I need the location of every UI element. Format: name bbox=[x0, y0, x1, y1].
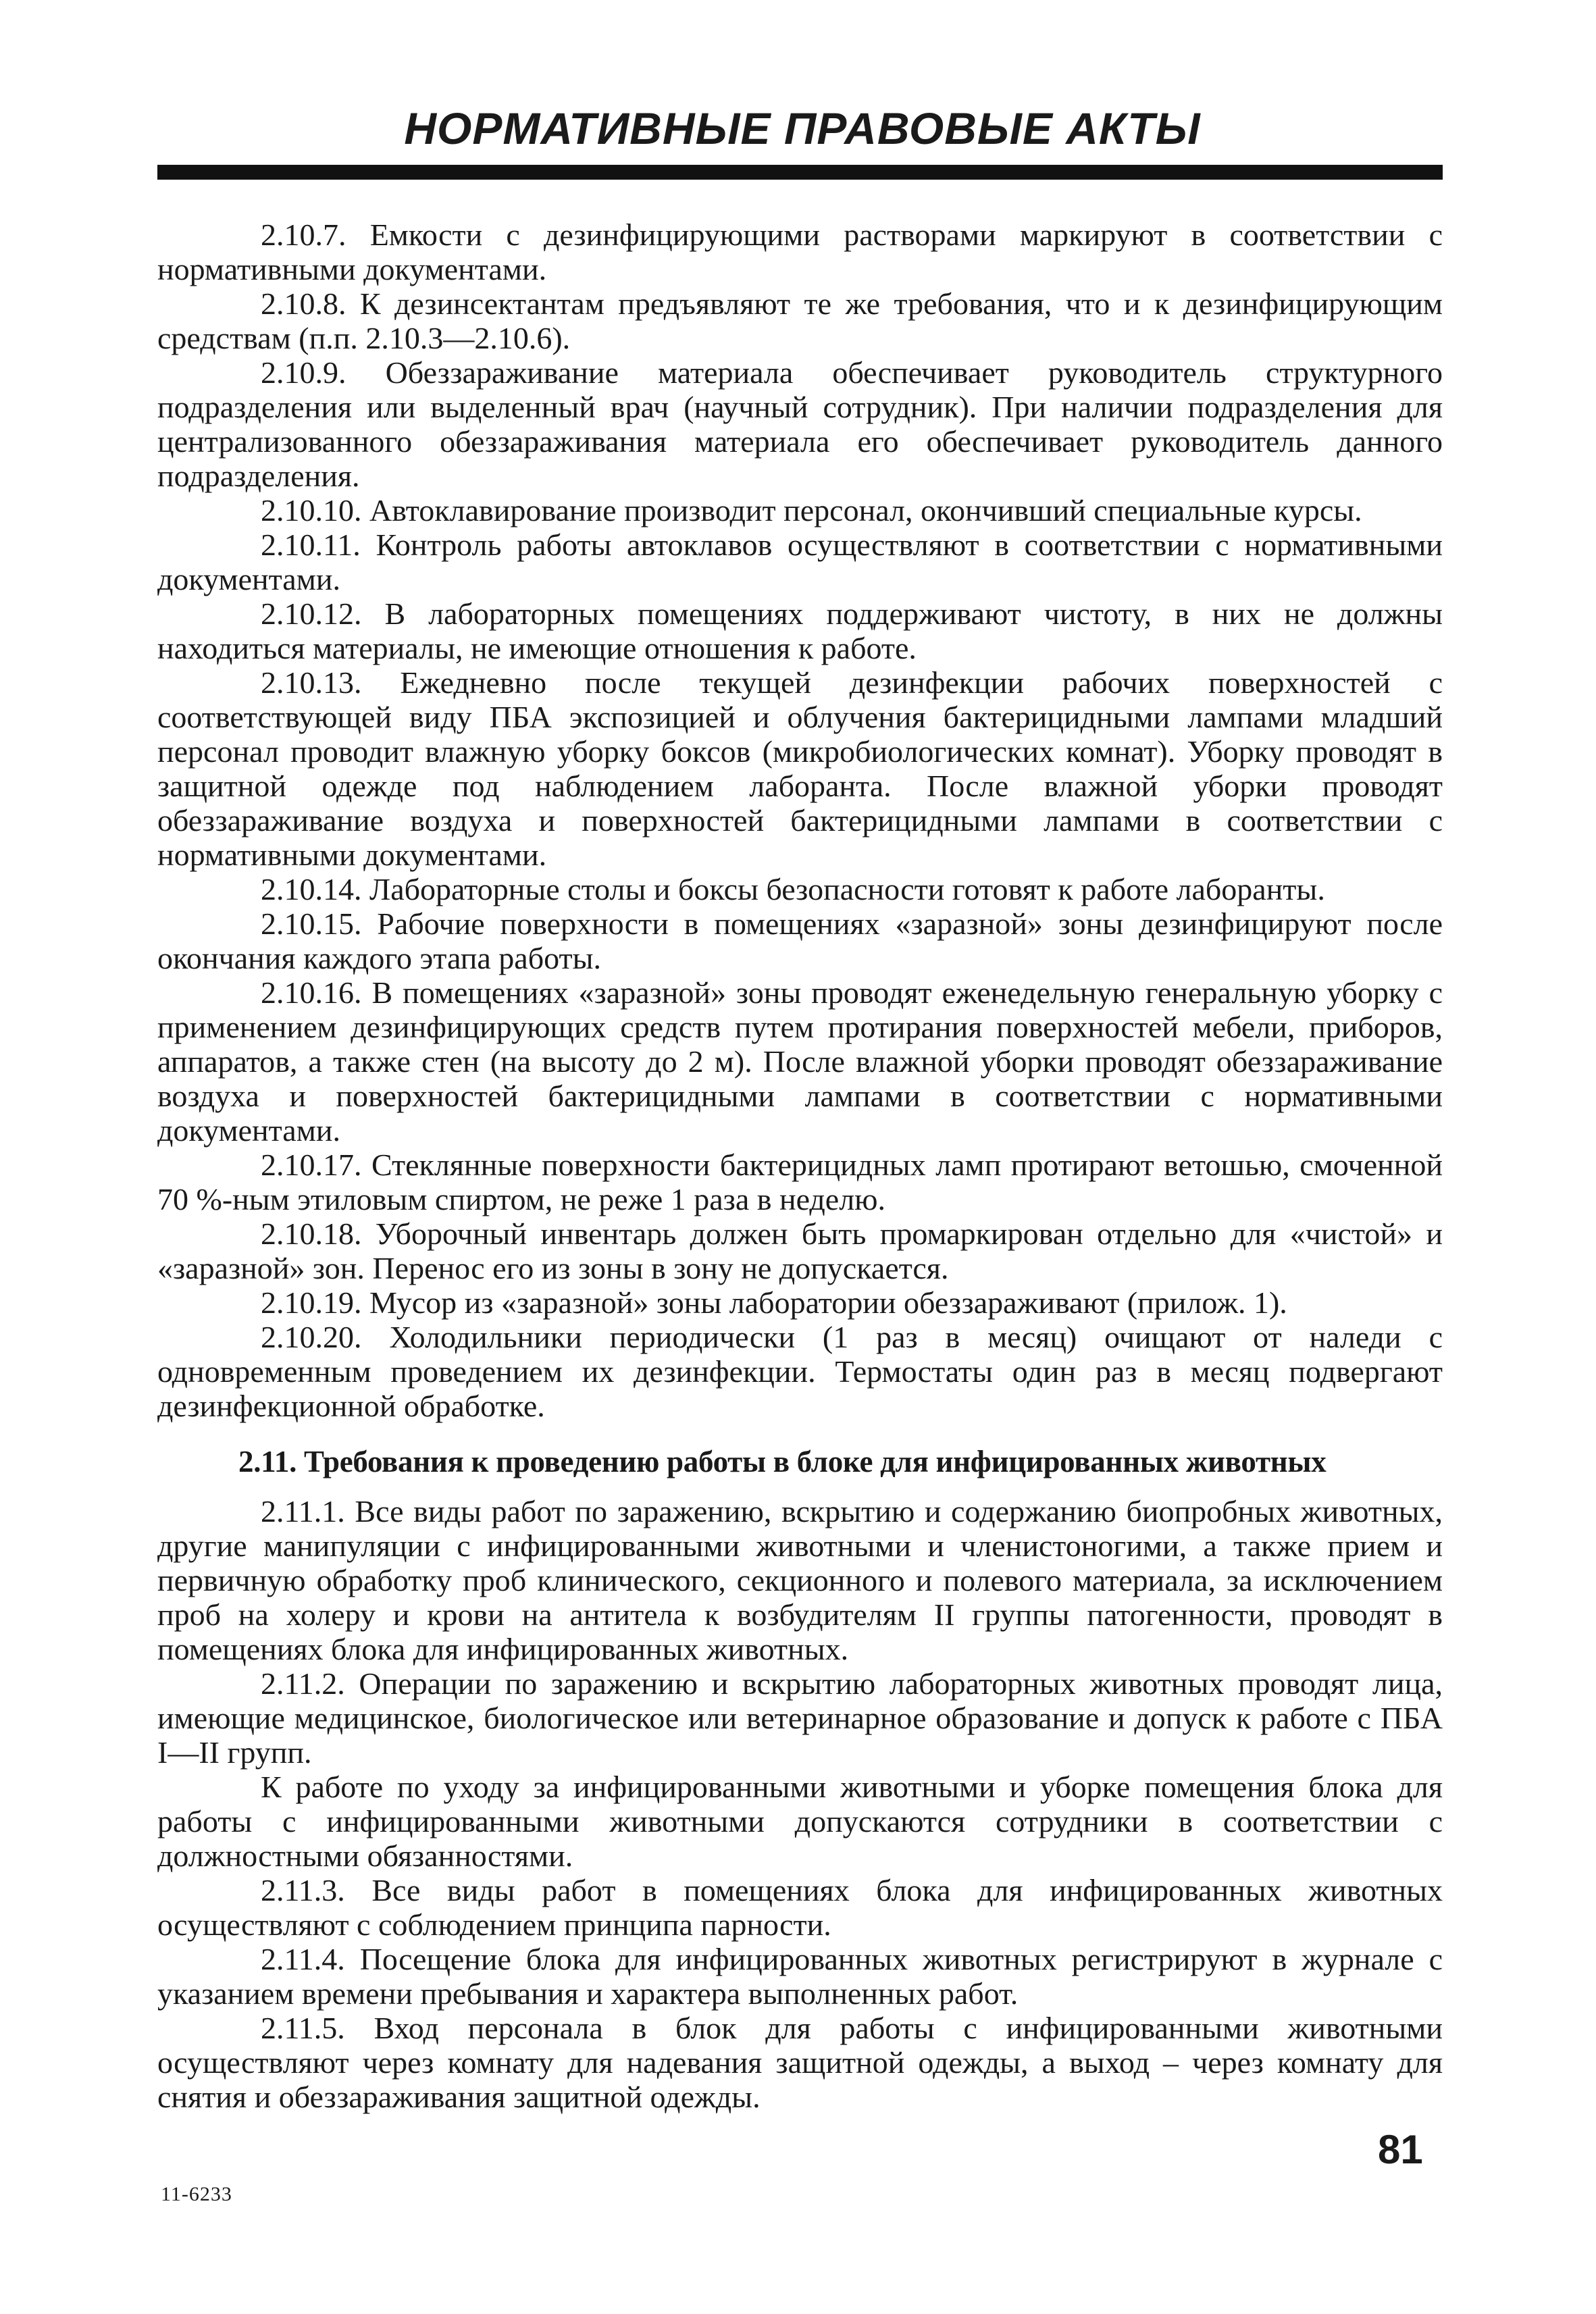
section-heading-2-11: 2.11. Требования к проведению работы в блоке для инфицированных животных bbox=[238, 1445, 1327, 1479]
paragraph-2-10-8: 2.10.8. К дезинсектантам предъявляют те же требования, что и к дезинфицирующим средствам (п.п. 2.10.3—2.10.6). bbox=[157, 286, 1443, 355]
paragraph-2-10-7: 2.10.7. Емкости с дезинфицирующими растворами маркируют в соответствии с нормативными документами. bbox=[157, 217, 1443, 286]
paragraph-2-10-13: 2.10.13. Ежедневно после текущей дезинфекции рабочих поверхностей с соответствующей виду ПБА экспозицией и облучения бактерицидными лампами младший персонал проводит влажную уборку боксов (микробиологических комнат). Уборку проводят в защитной одежде под наблюдением лаборанта. После влажной уборки проводят обеззараживание воздуха и поверхностей бактерицидными лампами в соответствии с нормативными документами. bbox=[157, 665, 1443, 872]
paragraph-2-10-17: 2.10.17. Стеклянные поверхности бактерицидных ламп протирают ветошью, смоченной 70 %-ным этиловым спиртом, не реже 1 раза в неделю. bbox=[157, 1148, 1443, 1216]
paragraph-2-10-15: 2.10.15. Рабочие поверхности в помещениях «заразной» зоны дезинфицируют после окончания каждого этапа работы. bbox=[157, 906, 1443, 975]
paragraph-2-10-10: 2.10.10. Автоклавирование производит персонал, окончивший специальные курсы. bbox=[261, 493, 1362, 528]
body-text bbox=[157, 217, 1443, 2114]
paragraph-2-11-1: 2.11.1. Все виды работ по заражению, вскрытию и содержанию биопробных животных, другие манипуляции с инфицированными животными и членистоногими, а также прием и первичную обработку проб клинического, секционного и полевого материала, за исключением проб на холеру и крови на антитела к возбудителям II группы патогенности, проводят в помещениях блока для инфицированных животных. bbox=[157, 1494, 1443, 1666]
paragraph-2-10-14: 2.10.14. Лабораторные столы и боксы безопасности готовят к работе лаборанты. bbox=[261, 872, 1325, 906]
paragraph-2-10-16: 2.10.16. В помещениях «заразной» зоны проводят еженедельную генеральную уборку с применением дезинфицирующих средств путем протирания поверхностей мебели, приборов, аппаратов, а также стен (на высоту до 2 м). После влажной уборки проводят обеззараживание воздуха и поверхностей бактерицидными лампами в соответствии с нормативными документами. bbox=[157, 975, 1443, 1148]
header-rule bbox=[157, 165, 1443, 180]
paragraph-2-11-3: 2.11.3. Все виды работ в помещениях блока для инфицированных животных осуществляют с соблюдением принципа парности. bbox=[157, 1873, 1443, 1942]
paragraph-2-10-18: 2.10.18. Уборочный инвентарь должен быть промаркирован отдельно для «чистой» и «заразной» зон. Перенос его из зоны в зону не допускается. bbox=[157, 1216, 1443, 1285]
paragraph-2-11-4: 2.11.4. Посещение блока для инфицированных животных регистрируют в журнале с указанием времени пребывания и характера выполненных работ. bbox=[157, 1942, 1443, 2011]
page-number: 81 bbox=[1378, 2127, 1423, 2172]
print-order-code: 11-6233 bbox=[161, 2183, 232, 2205]
paragraph-2-11-2: 2.11.2. Операции по заражению и вскрытию лабораторных животных проводят лица, имеющие медицинское, биологическое или ветеринарное образование и допуск к работе с ПБА I—II групп. bbox=[157, 1666, 1443, 1770]
paragraph-2-11-2-cont: К работе по уходу за инфицированными животными и уборке помещения блока для работы с инфицированными животными допускаются сотрудники в соответствии с должностными обязанностями. bbox=[157, 1770, 1443, 1873]
paragraph-2-11-5: 2.11.5. Вход персонала в блок для работы с инфицированными животными осуществляют через комнату для надевания защитной одежды, а выход – через комнату для снятия и обеззараживания защитной одежды. bbox=[157, 2011, 1443, 2114]
running-header-title: НОРМАТИВНЫЕ ПРАВОВЫЕ АКТЫ bbox=[404, 103, 1201, 153]
paragraph-2-10-11: 2.10.11. Контроль работы автоклавов осуществляют в соответствии с нормативными документами. bbox=[157, 528, 1443, 596]
paragraph-2-10-19: 2.10.19. Мусор из «заразной» зоны лаборатории обеззараживают (прилож. 1). bbox=[261, 1285, 1287, 1320]
paragraph-2-10-12: 2.10.12. В лабораторных помещениях поддерживают чистоту, в них не должны находиться материалы, не имеющие отношения к работе. bbox=[157, 596, 1443, 665]
paragraph-2-10-9: 2.10.9. Обеззараживание материала обеспечивает руководитель структурного подразделения или выделенный врач (научный сотрудник). При наличии подразделения для централизованного обеззараживания материала его обеспечивает руководитель данного подразделения. bbox=[157, 355, 1443, 493]
paragraph-2-10-20: 2.10.20. Холодильники периодически (1 раз в месяц) очищают от наледи с одновременным проведением их дезинфекции. Термостаты один раз в месяц подвергают дезинфекционной обработке. bbox=[157, 1320, 1443, 1423]
